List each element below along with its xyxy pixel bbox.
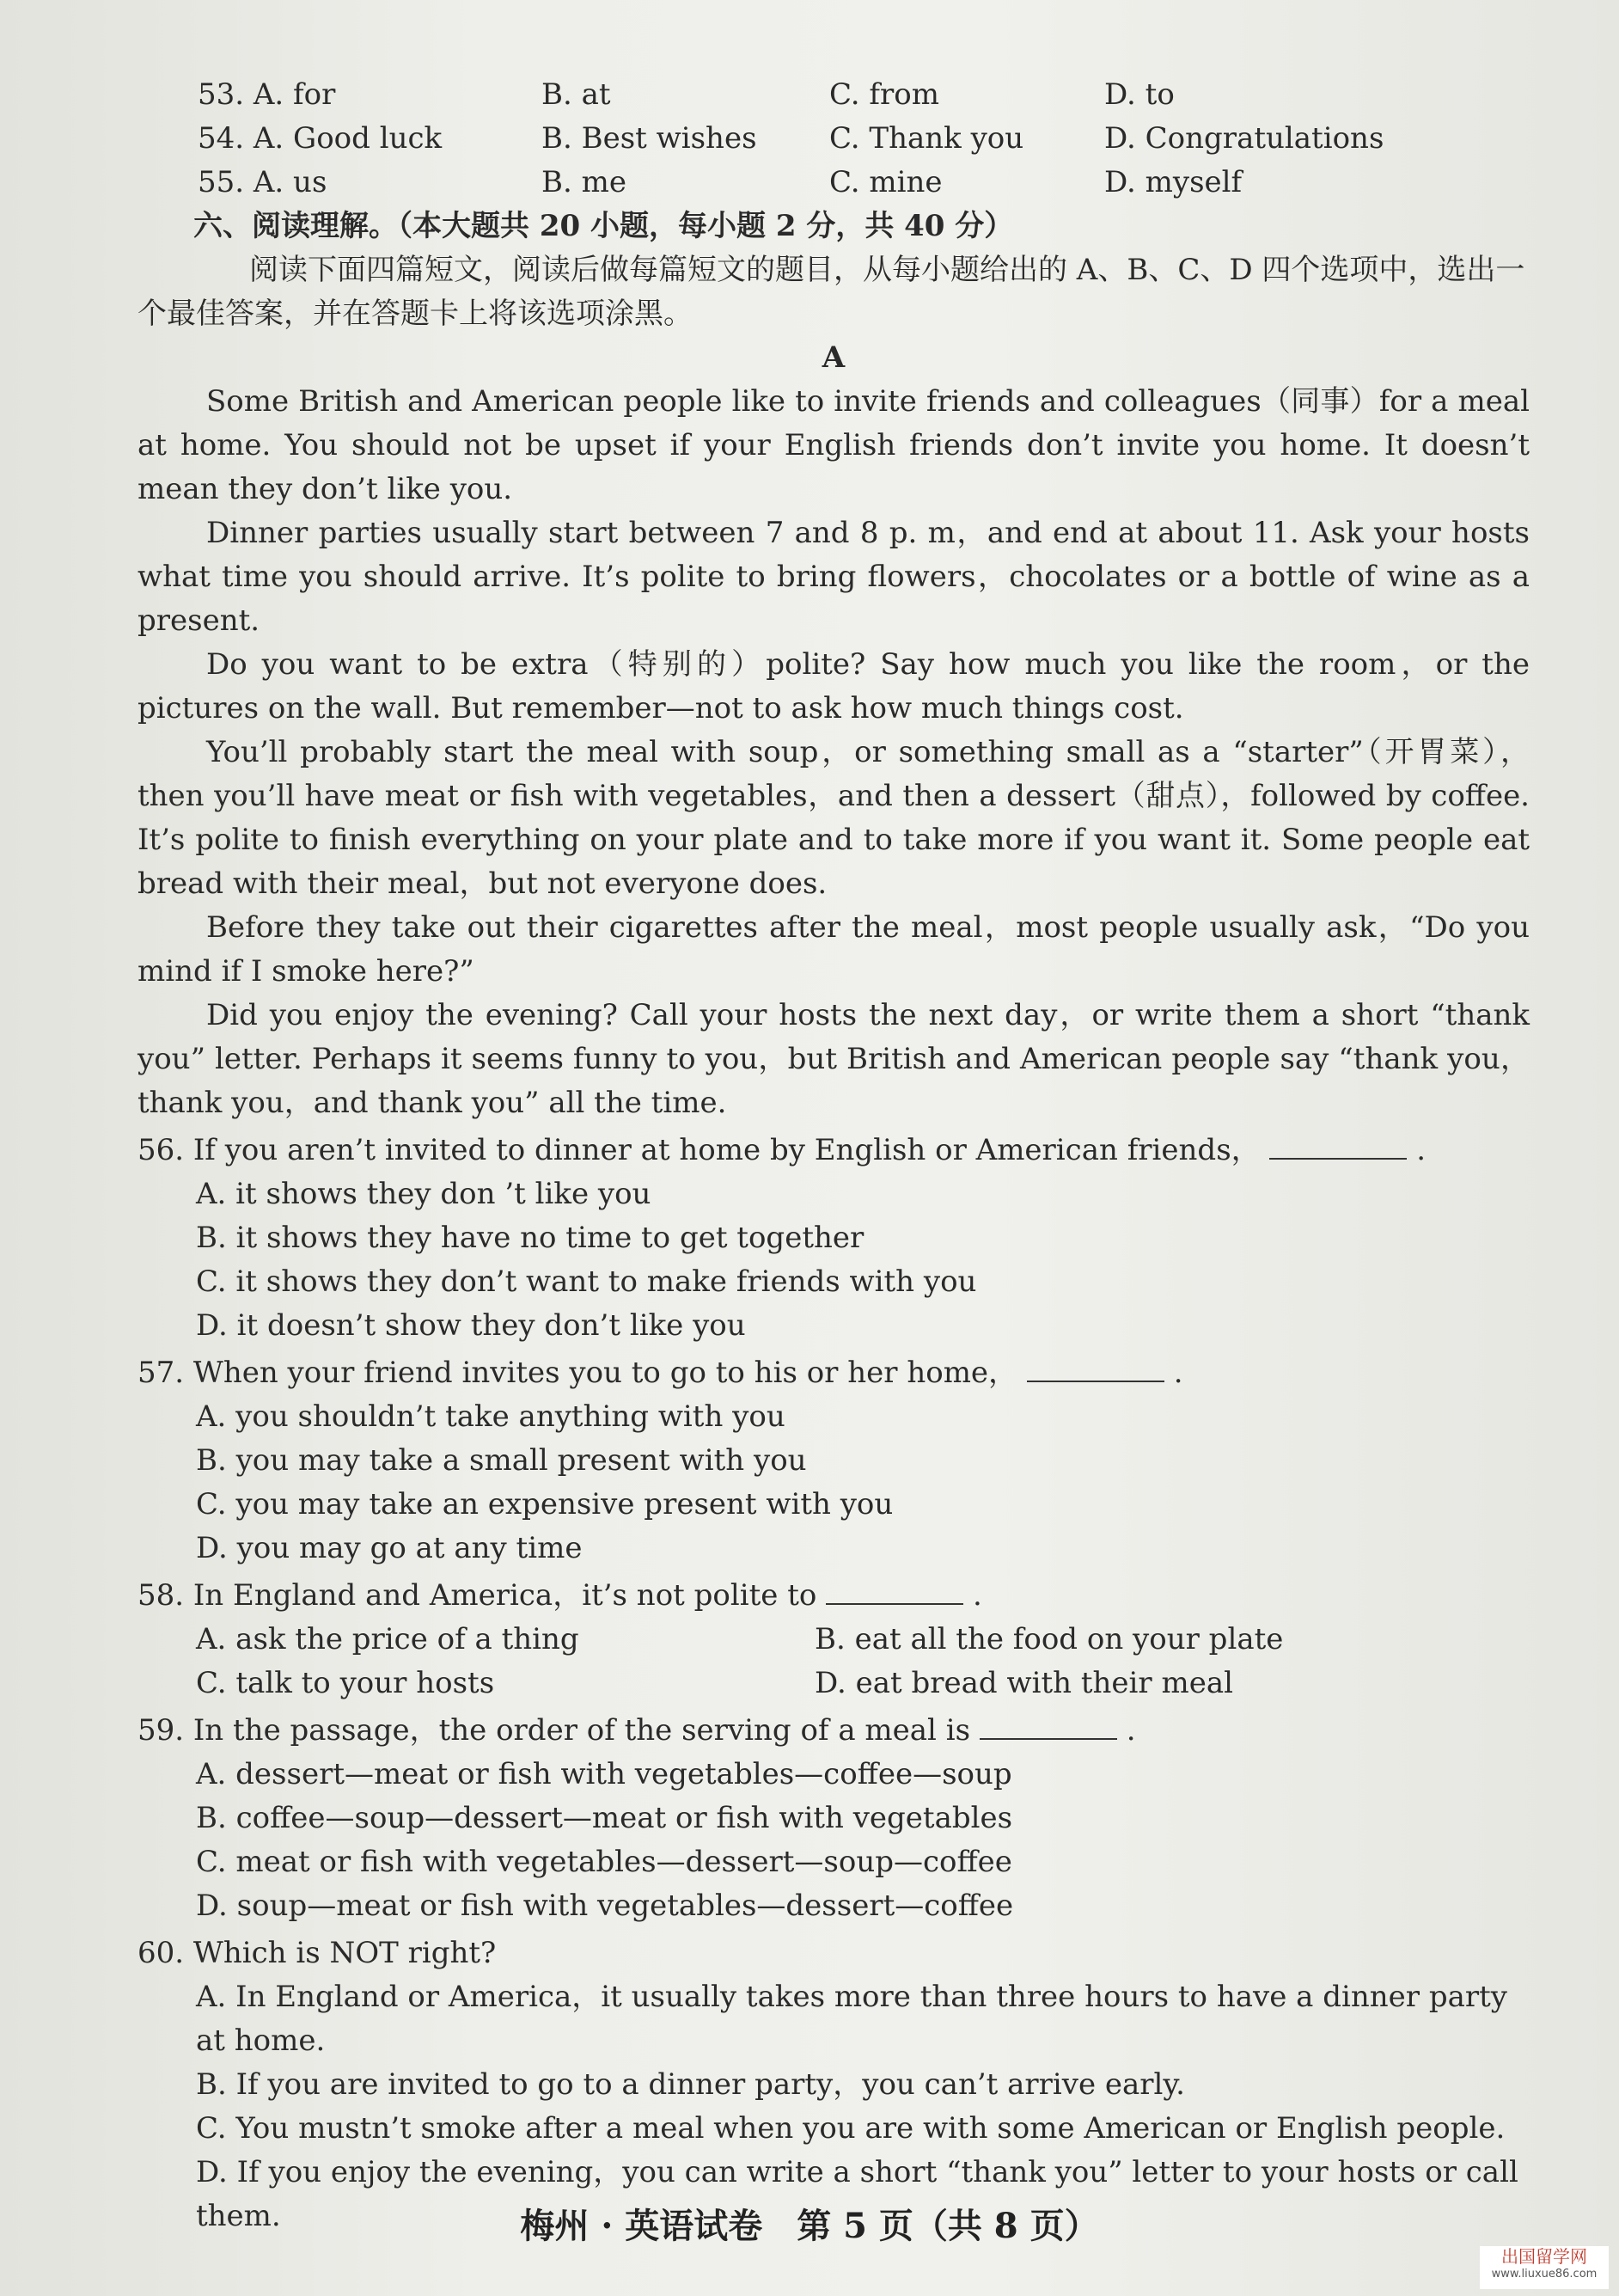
option-a: A. dessert—meat or fish with vegetables—coffee—soup xyxy=(196,1757,1012,1791)
question-stem xyxy=(137,1932,1530,1975)
option-c: C. you may take an expensive present with you xyxy=(196,1487,894,1521)
option-row-53 xyxy=(137,73,1530,117)
watermark-title: 出国留学网 xyxy=(1501,2246,1587,2267)
question-stem xyxy=(137,1129,1530,1172)
answer-blank xyxy=(980,1709,1117,1740)
question-text: 59. In the passage，the order of the serving of a meal is xyxy=(137,1713,971,1748)
option-d: D. you may go at any time xyxy=(196,1531,583,1565)
option-d: D. soup—meat or fish with vegetables—dessert—coffee xyxy=(196,1889,1014,1923)
question-options xyxy=(137,1618,1530,1705)
passage-paragraph: Some British and American people like to invite friends and colleagues（同事）for a meal at home. You should not be upset if your English friends don’t invite you home. It doesn’t mean they don’t like you. xyxy=(137,384,1530,506)
question-options xyxy=(137,1172,1530,1348)
option-c: C. it shows they don’t want to make friends with you xyxy=(196,1264,977,1299)
option-b: B. you may take a small present with you xyxy=(196,1443,807,1478)
option-row-55 xyxy=(137,161,1530,205)
answer-blank xyxy=(1269,1129,1407,1160)
option-d: D. to xyxy=(1104,77,1175,112)
option-d: D. Congratulations xyxy=(1104,121,1384,156)
option-c: C. mine xyxy=(829,165,943,199)
passage-label: A xyxy=(822,340,846,375)
option-d: D. If you enjoy the evening，you can write a short “thank you” letter to your hosts or call them. xyxy=(196,2155,1518,2233)
answer-blank xyxy=(826,1574,963,1605)
site-watermark xyxy=(1480,2246,1609,2289)
option-c: C. from xyxy=(829,77,939,112)
option-a: A. you shouldn’t take anything with you xyxy=(196,1399,785,1434)
passage-paragraph: You’ll probably start the meal with soup，or something small as a “starter”（开胃菜），then you’ll have meat or fish with vegetables，and then a dessert（甜点），followed by coffee. It’s polite to finish everything on your plate and to take more if you want it. Some people eat bread with their meal，but not everyone does. xyxy=(137,735,1530,901)
option-d: D. eat bread with their meal xyxy=(815,1666,1233,1700)
question-text: 57. When your friend invites you to go to his or her home， xyxy=(137,1356,1018,1390)
question-end: . xyxy=(1126,1713,1136,1748)
exam-page xyxy=(137,73,1530,2238)
option-c: C. Thank you xyxy=(829,121,1024,156)
question-options xyxy=(137,1395,1530,1570)
question-text: 56. If you aren’t invited to dinner at home by English or American friends， xyxy=(137,1133,1261,1167)
question-57 xyxy=(137,1351,1530,1570)
option-a: 53. A. for xyxy=(198,77,336,112)
option-b: B. me xyxy=(541,165,626,199)
question-text: 60. Which is NOT right? xyxy=(137,1936,497,1970)
question-stem xyxy=(137,1351,1530,1395)
option-b: B. at xyxy=(541,77,611,112)
passage-body xyxy=(137,380,1530,1125)
option-b: B. it shows they have no time to get together xyxy=(196,1221,864,1255)
question-stem xyxy=(137,1709,1530,1753)
section-instruction: 阅读下面四篇短文，阅读后做每篇短文的题目，从每小题给出的 A、B、C、D 四个选项中，选出一个最佳答案，并在答题卡上将该选项涂黑。 xyxy=(137,253,1525,331)
option-b: B. Best wishes xyxy=(541,121,757,156)
watermark-url: www.liuxue86.com xyxy=(1491,2268,1598,2281)
option-c: C. talk to your hosts xyxy=(196,1666,495,1700)
question-56 xyxy=(137,1129,1530,1348)
section-heading: 六、阅读理解。（本大题共 20 小题，每小题 2 分，共 40 分） xyxy=(193,209,1014,243)
question-text: 58. In England and America，it’s not polite to xyxy=(137,1578,817,1613)
previous-options xyxy=(137,73,1530,205)
question-59 xyxy=(137,1709,1530,1928)
question-end: . xyxy=(1416,1133,1427,1167)
option-b: B. If you are invited to go to a dinner party，you can’t arrive early. xyxy=(196,2067,1185,2102)
option-b: B. coffee—soup—dessert—meat or fish with vegetables xyxy=(196,1801,1013,1835)
option-a: 54. A. Good luck xyxy=(198,121,443,156)
option-c: C. You mustn’t smoke after a meal when you are with some American or English people. xyxy=(196,2111,1506,2146)
option-a: A. In England or America，it usually takes more than three hours to have a dinner party at home. xyxy=(196,1980,1507,2058)
option-b: B. eat all the food on your plate xyxy=(815,1622,1284,1656)
answer-blank xyxy=(1027,1351,1164,1382)
option-a: A. it shows they don ’t like you xyxy=(196,1177,651,1211)
passage-paragraph: Did you enjoy the evening? Call your hosts the next day，or write them a short “thank you” letter. Perhaps it seems funny to you，but British and American people say “thank you，thank you，and thank you” all the time. xyxy=(137,998,1530,1120)
option-a: A. ask the price of a thing xyxy=(196,1622,579,1656)
option-c: C. meat or fish with vegetables—dessert—soup—coffee xyxy=(196,1845,1012,1879)
question-end: . xyxy=(1173,1356,1183,1390)
option-d: D. myself xyxy=(1104,165,1243,199)
question-options xyxy=(137,1753,1530,1928)
option-row-54 xyxy=(137,117,1530,161)
question-58 xyxy=(137,1574,1530,1705)
passage-paragraph: Dinner parties usually start between 7 and 8 p. m，and end at about 11. Ask your hosts what time you should arrive. It’s polite to bring flowers，chocolates or a bottle of wine as a present. xyxy=(137,516,1530,638)
question-end: . xyxy=(972,1578,982,1613)
question-stem xyxy=(137,1574,1530,1618)
passage-paragraph: Do you want to be extra（特别的）polite? Say how much you like the room，or the pictures on the wall. But remember—not to ask how much things cost. xyxy=(137,647,1530,726)
option-d: D. it doesn’t show they don’t like you xyxy=(196,1308,746,1343)
question-60 xyxy=(137,1932,1530,2238)
option-a: 55. A. us xyxy=(198,165,327,199)
page-footer: 梅州 · 英语试卷 第 5 页（共 8 页） xyxy=(520,2206,1099,2246)
passage-paragraph: Before they take out their cigarettes after the meal，most people usually ask，“Do you mind if I smoke here?” xyxy=(137,910,1530,989)
